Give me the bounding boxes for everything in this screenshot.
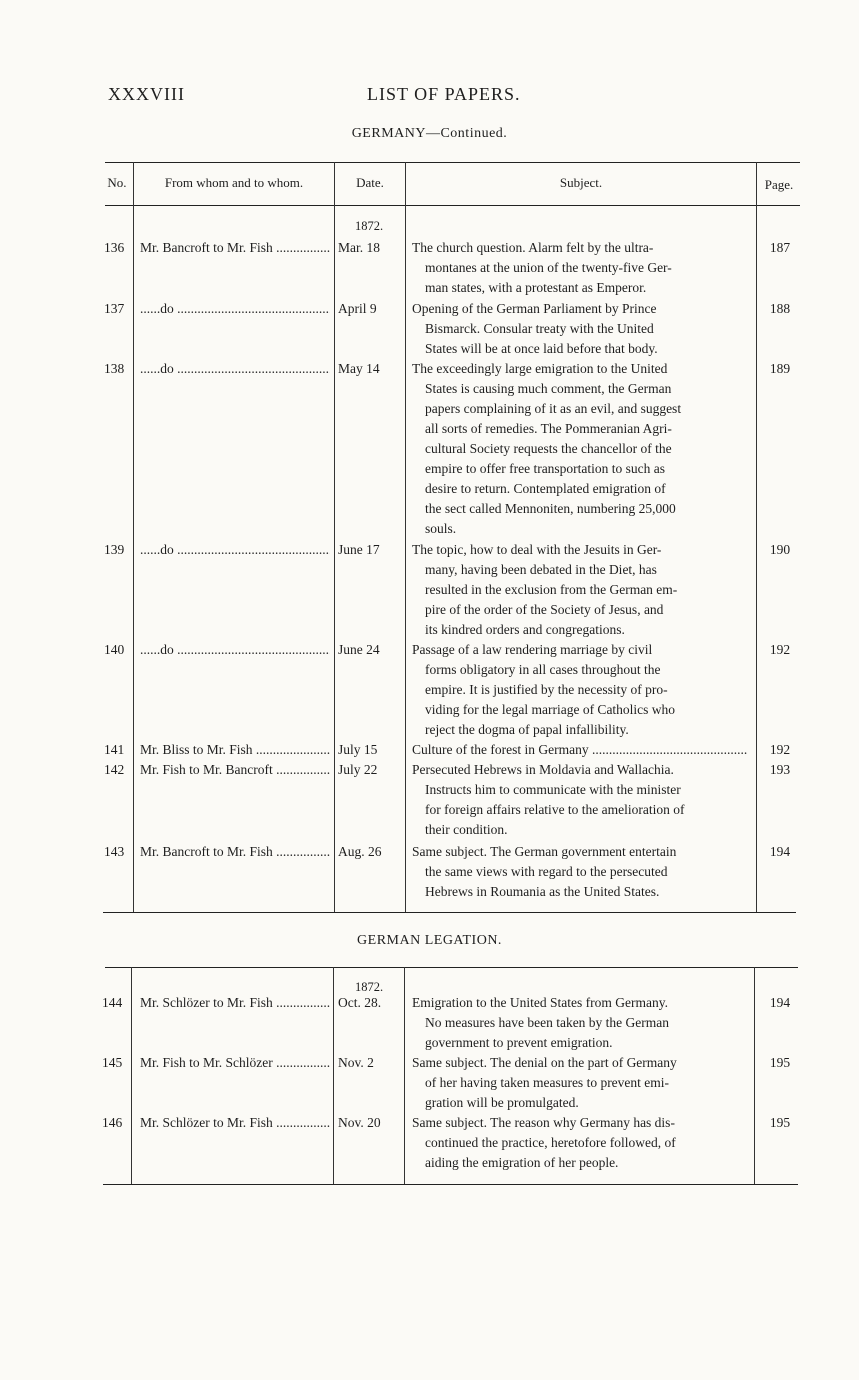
row-subject [412, 993, 748, 1053]
col-header-date: Date. [356, 175, 384, 190]
subject-line: gration will be promulgated. [425, 1095, 579, 1110]
row-page: 192 [769, 642, 791, 657]
row-date: May 14 [338, 361, 380, 376]
column-divider [405, 162, 406, 912]
subject-line: continued the practice, heretofore followed, of [425, 1135, 676, 1150]
row-date: Nov. 20 [338, 1115, 381, 1130]
subject-line: Instructs him to communicate with the minister [425, 782, 681, 797]
column-divider [334, 162, 335, 912]
year-label: 1872. [354, 219, 384, 233]
row-number: 146 [102, 1115, 123, 1130]
row-correspondents: Mr. Bancroft to Mr. Fish ..... [140, 238, 330, 258]
row-subject [412, 640, 748, 740]
row-date: June 17 [338, 542, 380, 557]
row-subject [412, 842, 748, 902]
column-divider [133, 162, 134, 912]
section-title-germany: GERMANY—Continued. [351, 126, 508, 141]
subject-line: The church question. Alarm felt by the ultra- [412, 240, 654, 255]
row-subject [412, 238, 748, 298]
row-number: 138 [104, 361, 125, 376]
subject-line: Bismarck. Consular treaty with the United [425, 321, 654, 336]
row-page: 189 [769, 361, 791, 376]
subject-line: many, having been debated in the Diet, has [425, 562, 657, 577]
subject-line: Same subject. The German government entertain [412, 844, 677, 859]
row-date: Oct. 28. [338, 995, 382, 1010]
row-number: 136 [104, 240, 125, 255]
row-correspondents: ......do ..... [140, 359, 330, 379]
row-correspondents: ......do ..... [140, 640, 330, 660]
subject-line: States will be at once laid before that body. [425, 341, 658, 356]
year-label: 1872. [354, 980, 384, 994]
row-correspondents: Mr. Fish to Mr. Schlözer ..... [140, 1053, 330, 1073]
row-correspondents: Mr. Bliss to Mr. Fish ..... [140, 740, 330, 760]
column-divider [754, 967, 755, 1184]
row-correspondents: Mr. Fish to Mr. Bancroft ..... [140, 760, 330, 780]
row-correspondents: ......do ..... [140, 540, 330, 560]
row-correspondents: Mr. Schlözer to Mr. Fish ..... [140, 993, 330, 1013]
row-subject [412, 359, 748, 539]
subject-line: souls. [425, 521, 457, 536]
page-number: XXXVIII [108, 84, 185, 104]
table-top-rule [105, 967, 798, 968]
row-subject [412, 540, 748, 640]
row-page: 194 [769, 844, 791, 859]
row-date: April 9 [338, 301, 377, 316]
row-number: 144 [102, 995, 123, 1010]
row-subject [412, 760, 748, 840]
subject-line: papers complaining of it as an evil, and suggest [425, 401, 682, 416]
subject-line: empire to offer free transportation to such as [425, 461, 666, 476]
row-date: Aug. 26 [338, 844, 382, 859]
row-page: 195 [769, 1115, 791, 1130]
col-header-page: Page. [764, 177, 794, 192]
subject-line: Emigration to the United States from Germany. [412, 995, 668, 1010]
row-page: 188 [769, 301, 791, 316]
row-date: June 24 [338, 642, 380, 657]
subject-line: empire. It is justified by the necessity of pro- [425, 682, 668, 697]
row-subject [412, 740, 748, 760]
row-page: 192 [769, 742, 791, 757]
subject-line: Hebrews in Roumania as the United States. [425, 884, 660, 899]
row-page: 187 [769, 240, 791, 255]
row-date: July 15 [338, 742, 378, 757]
subject-line: aiding the emigration of her people. [425, 1155, 619, 1170]
subject-line: Same subject. The reason why Germany has dis- [412, 1115, 675, 1130]
subject-line: States is causing much comment, the German [425, 381, 672, 396]
column-divider [333, 967, 334, 1184]
subject-line: reject the dogma of papal infallibility. [425, 722, 629, 737]
row-correspondents: ......do ..... [140, 299, 330, 319]
row-number: 142 [104, 762, 125, 777]
row-subject [412, 1113, 748, 1173]
row-number: 137 [104, 301, 125, 316]
column-divider [404, 967, 405, 1184]
subject-line: its kindred orders and congregations. [425, 622, 625, 637]
row-correspondents: Mr. Schlözer to Mr. Fish ..... [140, 1113, 330, 1133]
subject-line: viding for the legal marriage of Catholics who [425, 702, 676, 717]
row-number: 140 [104, 642, 125, 657]
subject-line: pire of the order of the Society of Jesus, and [425, 602, 664, 617]
subject-line: the same views with regard to the persecuted [425, 864, 668, 879]
subject-line: for foreign affairs relative to the amelioration of [425, 802, 685, 817]
row-page: 194 [769, 995, 791, 1010]
table-top-rule [105, 162, 800, 163]
row-date: Nov. 2 [338, 1055, 374, 1070]
column-divider [756, 162, 757, 912]
section-title-german-legation: GERMAN LEGATION. [357, 933, 502, 948]
subject-line: The topic, how to deal with the Jesuits in Ger- [412, 542, 662, 557]
subject-line: cultural Society requests the chancellor of the [425, 441, 672, 456]
subject-line: of her having taken measures to prevent emi- [425, 1075, 670, 1090]
row-number: 139 [104, 542, 125, 557]
subject-line: Opening of the German Parliament by Prince [412, 301, 657, 316]
row-number: 143 [104, 844, 125, 859]
row-number: 145 [102, 1055, 123, 1070]
subject-line: the sect called Mennoniten, numbering 25,000 [425, 501, 676, 516]
col-header-from: From whom and to whom. [164, 175, 304, 190]
row-date: Mar. 18 [338, 240, 380, 255]
row-date: July 22 [338, 762, 378, 777]
row-number: 141 [104, 742, 125, 757]
table-bottom-rule [103, 912, 796, 913]
header-rule [105, 205, 800, 206]
subject-line: Passage of a law rendering marriage by civil [412, 642, 653, 657]
subject-line: montanes at the union of the twenty-five Ger- [425, 260, 672, 275]
subject-line: all sorts of remedies. The Pommeranian Agri- [425, 421, 672, 436]
page-title: LIST OF PAPERS. [367, 84, 521, 104]
row-page: 193 [769, 762, 791, 777]
col-header-no: No. [107, 175, 127, 190]
row-subject [412, 299, 748, 359]
subject-line: forms obligatory in all cases throughout the [425, 662, 661, 677]
column-divider [131, 967, 132, 1184]
table-bottom-rule [103, 1184, 798, 1185]
row-page: 195 [769, 1055, 791, 1070]
subject-line: Persecuted Hebrews in Moldavia and Wallachia. [412, 762, 674, 777]
row-page: 190 [769, 542, 791, 557]
subject-line: government to prevent emigration. [425, 1035, 613, 1050]
subject-line: man states, with a protestant as Emperor. [425, 280, 647, 295]
subject-line: Culture of the forest in Germany ..... [412, 740, 748, 760]
subject-line: The exceedingly large emigration to the United [412, 361, 668, 376]
subject-line: Same subject. The denial on the part of Germany [412, 1055, 677, 1070]
subject-line: desire to return. Contemplated emigration of [425, 481, 666, 496]
col-header-subject: Subject. [559, 175, 603, 190]
subject-line: No measures have been taken by the German [425, 1015, 670, 1030]
subject-line: resulted in the exclusion from the German em- [425, 582, 678, 597]
subject-line: their condition. [425, 822, 508, 837]
row-subject [412, 1053, 748, 1113]
row-correspondents: Mr. Bancroft to Mr. Fish ..... [140, 842, 330, 862]
